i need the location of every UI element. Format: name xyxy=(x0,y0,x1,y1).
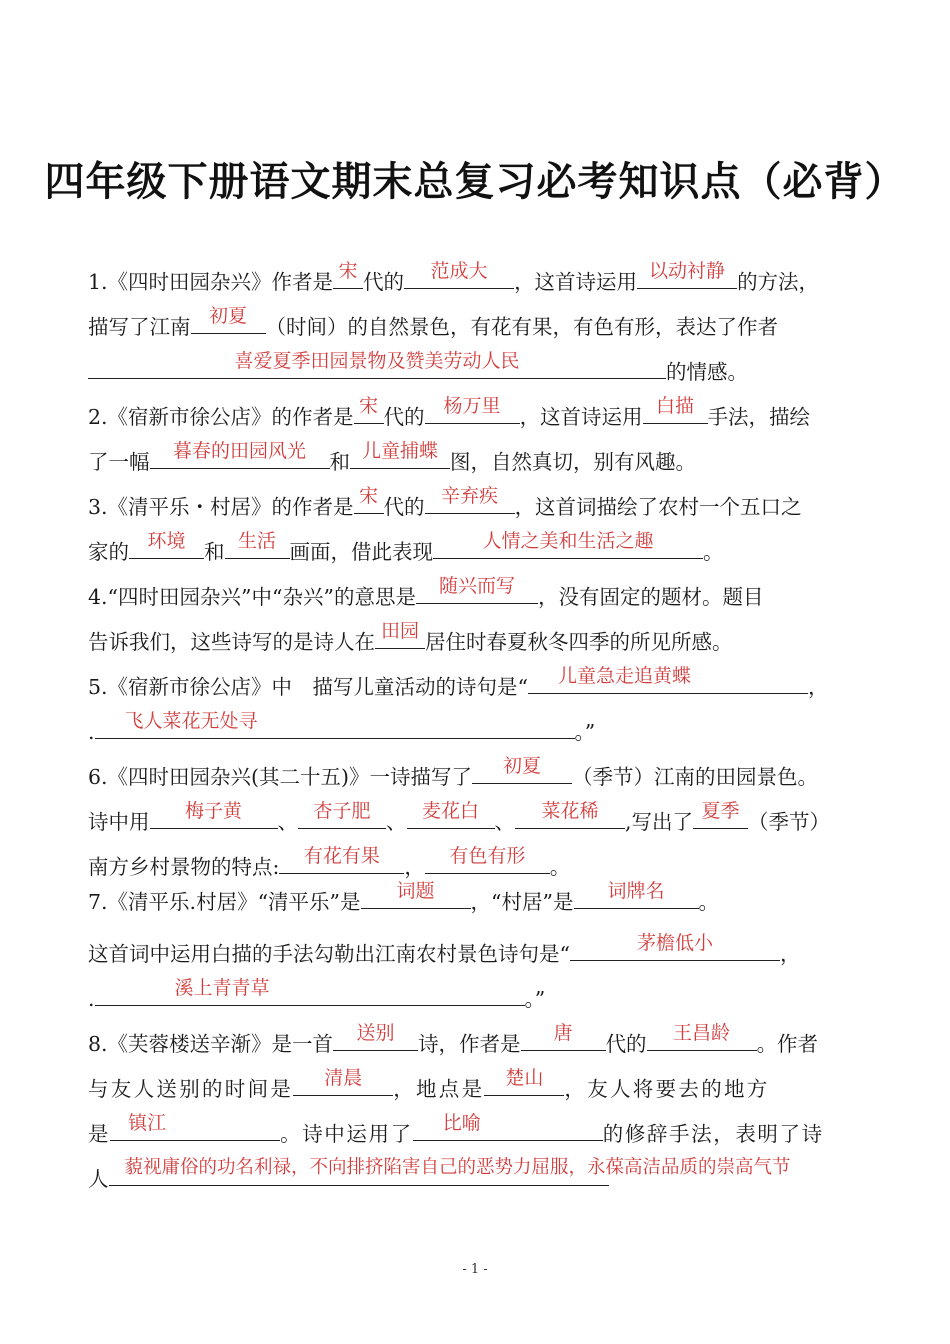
q8-answer-author: 王昌龄 xyxy=(673,1022,731,1044)
q6-answer-image-2: 杏子肥 xyxy=(313,800,371,822)
q3-answer-environment: 环境 xyxy=(147,530,186,552)
page-title: 四年级下册语文期末总复习必考知识点（必背） xyxy=(44,159,906,205)
q6-text: 南方乡村景物的特点: xyxy=(88,855,280,879)
q1-blank-author[interactable] xyxy=(404,261,514,289)
q8-answer-type: 送别 xyxy=(356,1022,395,1044)
q2-text: ，这首诗运用 xyxy=(519,405,643,429)
q8-text: 诗，作者是 xyxy=(418,1032,521,1056)
q2-blank-method[interactable] xyxy=(643,396,708,424)
question-6-line-3 xyxy=(88,846,570,878)
q8-answer-dynasty: 唐 xyxy=(553,1022,573,1044)
q6-blank-image-3[interactable] xyxy=(407,801,495,829)
q2-answer-picture: 儿童捕蝶 xyxy=(361,440,438,462)
q6-text: 诗中用 xyxy=(88,810,150,834)
q3-blank-life[interactable] xyxy=(225,531,290,559)
q4-text: 居住时春夏秋冬四季的所见所感。 xyxy=(425,630,733,654)
question-3-line-2 xyxy=(88,531,724,563)
q7-blank-line-1[interactable] xyxy=(570,933,780,961)
q7-text: ，“村居”是 xyxy=(470,890,574,914)
question-4-line-1 xyxy=(88,576,763,608)
q7-answer-line-1: 茅檐低小 xyxy=(636,932,713,954)
q3-text: 家的 xyxy=(88,540,129,564)
q8-text: ，友人将要去的地方 xyxy=(564,1077,770,1101)
q8-blank-rhetoric[interactable] xyxy=(413,1113,603,1141)
q2-answer-author: 杨万里 xyxy=(443,395,501,417)
q2-answer-scene: 暮春的田园风光 xyxy=(172,440,306,462)
q4-text: 4.“四时田园杂兴”中“杂兴”的意思是 xyxy=(88,585,416,609)
q1-answer-method: 以动衬静 xyxy=(649,260,726,282)
q3-blank-dynasty[interactable] xyxy=(354,486,384,514)
q6-answer-season: 初夏 xyxy=(503,755,542,777)
question-8-line-1 xyxy=(88,1023,818,1055)
q2-blank-author[interactable] xyxy=(425,396,520,424)
q5-blank-line-1[interactable] xyxy=(528,666,808,694)
q5-text: 。” xyxy=(574,720,596,744)
question-3-line-1 xyxy=(88,486,802,518)
q6-text: ,写出了 xyxy=(625,810,694,834)
q6-answer-image-3: 麦花白 xyxy=(421,800,479,822)
q3-text: 代的 xyxy=(383,495,425,519)
page-number: - 1 - xyxy=(462,1262,488,1277)
q6-answer-image-1: 梅子黄 xyxy=(184,800,242,822)
q8-text: ，地点是 xyxy=(393,1077,485,1101)
q7-text: 。 xyxy=(698,890,720,914)
q2-text: 2.《宿新市徐公店》的作者是 xyxy=(88,405,354,429)
question-8-line-4 xyxy=(88,1157,791,1191)
q8-blank-type[interactable] xyxy=(333,1023,418,1051)
q3-text: 和 xyxy=(204,540,225,564)
q8-text: 代的 xyxy=(605,1032,647,1056)
q1-blank-method[interactable] xyxy=(637,261,737,289)
q3-answer-meaning: 人情之美和生活之趣 xyxy=(482,530,654,552)
q4-blank-place[interactable] xyxy=(375,621,425,649)
q3-blank-author[interactable] xyxy=(425,486,515,514)
q8-answer-destination: 镇江 xyxy=(128,1112,167,1134)
q1-text: 描写了江南 xyxy=(88,315,191,339)
q6-text: ， xyxy=(404,855,425,879)
q2-blank-scene[interactable] xyxy=(150,441,330,469)
question-5-line-2 xyxy=(88,711,595,743)
q6-blank-image-4[interactable] xyxy=(515,801,625,829)
q2-text: 图，自然真切，别有风趣。 xyxy=(450,450,696,474)
q6-text: （季节）江南的田园景色。 xyxy=(572,765,819,789)
question-8-line-2 xyxy=(88,1068,770,1100)
q8-text: 的修辞手法，表明了诗 xyxy=(602,1122,824,1146)
q7-text: 。” xyxy=(524,987,546,1011)
q6-text: 、 xyxy=(494,810,515,834)
q6-text: 。 xyxy=(549,855,571,879)
q6-blank-image-1[interactable] xyxy=(150,801,278,829)
q8-text: 人 xyxy=(88,1167,109,1191)
q1-blank-time[interactable] xyxy=(191,306,266,334)
q8-blank-dynasty[interactable] xyxy=(521,1023,606,1051)
q8-blank-destination[interactable] xyxy=(110,1113,280,1141)
q1-answer-emotion: 喜爱夏季田园景物及赞美劳动人民 xyxy=(234,350,520,372)
q7-text: ， xyxy=(779,942,801,966)
q4-answer-meaning: 随兴而写 xyxy=(438,575,515,597)
q5-text: ， xyxy=(808,675,829,699)
question-8-line-3 xyxy=(88,1113,824,1145)
q3-answer-dynasty: 宋 xyxy=(359,485,379,507)
q4-text: ，没有固定的题材。题目 xyxy=(537,585,764,609)
question-7-line-2 xyxy=(88,933,800,965)
q2-text: 了一幅 xyxy=(88,450,150,474)
q1-text: 代的 xyxy=(363,270,405,294)
q6-blank-feature-2[interactable] xyxy=(425,846,550,874)
q8-blank-author[interactable] xyxy=(647,1023,757,1051)
q7-answer-title: 词题 xyxy=(396,880,435,902)
question-2-line-2 xyxy=(88,441,696,473)
q7-answer-tune: 词牌名 xyxy=(607,880,665,902)
question-2-line-1 xyxy=(88,396,810,428)
q8-text: 是 xyxy=(88,1122,111,1146)
question-7-line-3 xyxy=(88,978,545,1010)
q7-blank-title[interactable] xyxy=(361,881,471,909)
q8-text: 。诗中运用了 xyxy=(280,1122,413,1146)
q8-blank-time[interactable] xyxy=(293,1068,393,1096)
question-5-line-1 xyxy=(88,666,829,698)
q8-blank-place[interactable] xyxy=(484,1068,564,1096)
q4-text: 告诉我们，这些诗写的是诗人在 xyxy=(88,630,375,654)
q6-answer-season-2: 夏季 xyxy=(701,800,740,822)
q3-text: 画面，借此表现 xyxy=(289,540,433,564)
q2-blank-dynasty[interactable] xyxy=(354,396,384,424)
q7-text: 7.《清平乐.村居》“清平乐”是 xyxy=(88,890,361,914)
q3-blank-meaning[interactable] xyxy=(433,531,703,559)
q2-blank-picture[interactable] xyxy=(350,441,450,469)
q3-blank-environment[interactable] xyxy=(129,531,204,559)
q6-blank-season-2[interactable] xyxy=(693,801,748,829)
q1-text: ，这首诗运用 xyxy=(514,270,638,294)
question-4-line-2 xyxy=(88,621,733,653)
q2-answer-dynasty: 宋 xyxy=(359,395,379,417)
q1-answer-dynasty: 宋 xyxy=(338,260,358,282)
question-6-line-2 xyxy=(88,801,830,833)
q8-answer-place: 楚山 xyxy=(505,1067,544,1089)
q1-text: （时间）的自然景色，有花有果，有色有形，表达了作者 xyxy=(265,315,778,339)
q2-text: 和 xyxy=(329,450,350,474)
q4-blank-meaning[interactable] xyxy=(416,576,538,604)
q8-blank-spirit[interactable] xyxy=(109,1157,791,1186)
q1-text: 1.《四时田园杂兴》作者是 xyxy=(88,270,334,294)
q6-answer-feature-2: 有色有形 xyxy=(449,845,526,867)
q1-answer-author: 范成大 xyxy=(430,260,488,282)
q7-answer-line-2: 溪上青青草 xyxy=(174,977,270,999)
q6-text: 、 xyxy=(386,810,407,834)
q3-text: 3.《清平乐・村居》的作者是 xyxy=(88,495,354,519)
q6-blank-feature-1[interactable] xyxy=(279,846,404,874)
q5-blank-line-2[interactable] xyxy=(95,711,575,739)
q1-blank-emotion[interactable] xyxy=(88,351,666,379)
q5-answer-line-2: 飞人菜花无处寻 xyxy=(124,710,258,732)
q5-text: . xyxy=(88,720,95,744)
q1-blank-dynasty[interactable] xyxy=(333,261,363,289)
q2-answer-method: 白描 xyxy=(656,395,695,417)
q8-text: 与友人送别的时间是 xyxy=(88,1077,294,1101)
question-1-line-2 xyxy=(88,306,778,338)
q5-answer-line-1: 儿童急走追黄蝶 xyxy=(558,665,692,687)
q8-answer-rhetoric: 比喻 xyxy=(442,1112,481,1134)
q7-blank-tune[interactable] xyxy=(574,881,699,909)
question-1-line-1 xyxy=(88,261,819,293)
q6-answer-feature-1: 有花有果 xyxy=(303,845,380,867)
q3-answer-author: 辛弃疾 xyxy=(441,485,499,507)
q6-answer-image-4: 菜花稀 xyxy=(541,800,599,822)
q8-text: 。作者 xyxy=(756,1032,819,1056)
q6-text: 、 xyxy=(277,810,298,834)
q3-text: 。 xyxy=(703,540,724,564)
q2-text: 代的 xyxy=(383,405,425,429)
question-1-line-3 xyxy=(88,351,748,383)
q1-text: 的情感。 xyxy=(666,360,748,384)
question-7-line-1 xyxy=(88,881,719,913)
q3-text: ，这首词描绘了农村一个五口之 xyxy=(514,495,802,519)
q6-text: （季节） xyxy=(748,810,831,834)
q3-answer-life: 生活 xyxy=(237,530,276,552)
q6-blank-season[interactable] xyxy=(472,756,572,784)
q8-text: 8.《芙蓉楼送辛渐》是一首 xyxy=(88,1032,334,1056)
question-6-line-1 xyxy=(88,756,818,788)
q1-text: 的方法， xyxy=(737,270,820,294)
q5-text: 5.《宿新市徐公店》中 描写儿童活动的诗句是“ xyxy=(88,675,529,699)
q4-answer-place: 田园 xyxy=(380,620,419,642)
q7-text: 这首词中运用白描的手法勾勒出江南农村景色诗句是“ xyxy=(88,942,570,966)
q8-answer-spirit: 藐视庸俗的功名利禄，不向排挤陷害自己的恶势力屈服，永葆高洁品质的崇高气节 xyxy=(124,1157,791,1178)
q6-blank-image-2[interactable] xyxy=(298,801,386,829)
q1-answer-time: 初夏 xyxy=(208,305,247,327)
q8-answer-time: 清晨 xyxy=(324,1067,363,1089)
q7-text: . xyxy=(88,987,95,1011)
q6-text: 6.《四时田园杂兴(其二十五)》一诗描写了 xyxy=(88,765,473,789)
q2-text: 手法，描绘 xyxy=(707,405,811,429)
q7-blank-line-2[interactable] xyxy=(95,978,525,1006)
